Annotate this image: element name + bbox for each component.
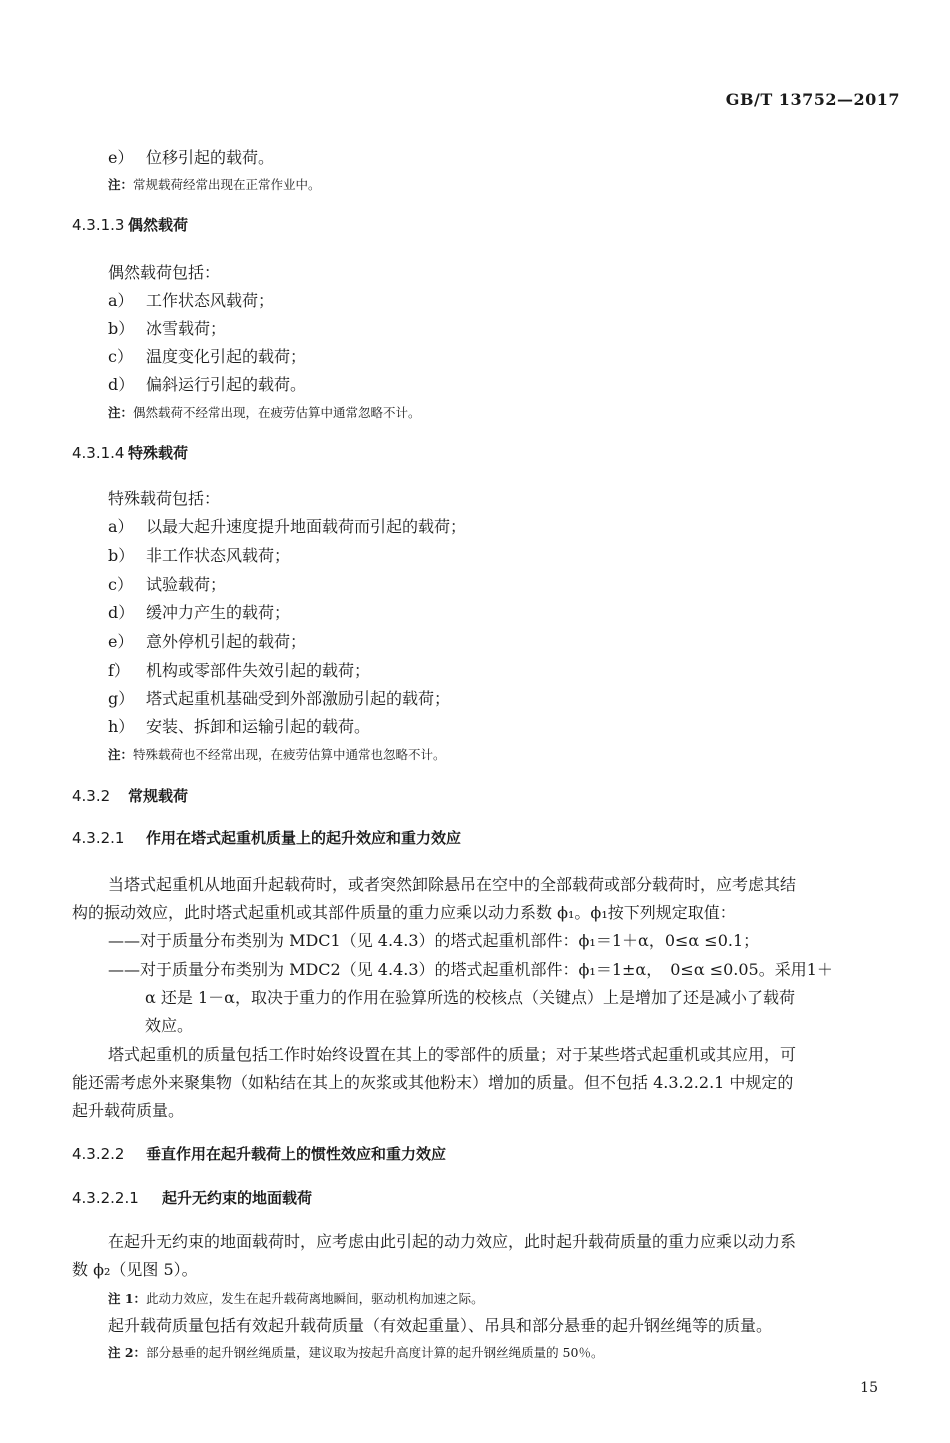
item-text: 以最大起升速度提升地面载荷而引起的载荷；: [146, 517, 467, 536]
note-prefix: 注 2：: [108, 1345, 147, 1360]
paragraph-line: 在起升无约束的地面载荷时，应考虑由此引起的动力效应，此时起升载荷质量的重力应乘以动力系: [108, 1232, 797, 1251]
list-item: [108, 658, 370, 681]
list-item: [108, 686, 450, 709]
item-label: h）: [108, 717, 135, 736]
section-number: 4.3.2.2: [72, 1145, 125, 1163]
note-text: 此动力效应，发生在起升载荷离地瞬间，驱动机构加速之际。: [146, 1291, 484, 1306]
section-title: 垂直作用在起升载荷上的惯性效应和重力效应: [146, 1145, 447, 1163]
item-text: 意外停机引起的载荷；: [146, 632, 307, 651]
list-item: [108, 372, 306, 395]
intro-text: 偶然载荷包括：: [108, 263, 221, 282]
section-heading-4321: [72, 827, 461, 848]
list-item: [108, 288, 274, 311]
note-prefix: 注：: [108, 177, 134, 192]
section-title: 偶然载荷: [128, 216, 189, 234]
list-item: [108, 145, 274, 168]
dash-item-cont: α 还是 1－α，取决于重力的作用在验算所选的校核点（关键点）上是增加了还是减小了载荷: [145, 988, 795, 1007]
item-label: e）: [108, 148, 134, 167]
note-prefix: 注：: [108, 405, 134, 420]
paragraph-line: 塔式起重机的质量包括工作时始终设置在其上的零部件的质量；对于某些塔式起重机或其应用，可: [108, 1045, 797, 1064]
section-title: 特殊载荷: [128, 444, 189, 462]
item-label: c）: [108, 347, 133, 366]
standard-code: GB/T 13752—2017: [725, 90, 900, 109]
section-number: 4.3.1.4: [72, 444, 125, 462]
item-label: a）: [108, 517, 134, 536]
note-text: 常规载荷经常出现在正常作业中。: [133, 177, 321, 192]
page-number: 15: [860, 1380, 878, 1396]
section-number: 4.3.2.1: [72, 829, 125, 847]
note-prefix: 注 1：: [108, 1291, 147, 1306]
section-heading-43221: [72, 1187, 312, 1208]
item-label: b）: [108, 546, 135, 565]
dash-item: ——对于质量分布类别为 MDC2（见 4.4.3）的塔式起重机部件：ϕ₁＝1±α， 0≤α ≤0.05。采用1＋: [108, 960, 833, 979]
list-item: [108, 316, 226, 339]
section-title: 常规载荷: [128, 787, 189, 805]
item-label: e）: [108, 632, 134, 651]
list-item: [108, 629, 306, 652]
section-number: 4.3.2: [72, 787, 111, 805]
item-text: 缓冲力产生的载荷；: [146, 603, 291, 622]
section-number: 4.3.2.2.1: [72, 1189, 139, 1207]
item-text: 温度变化引起的载荷；: [146, 347, 307, 366]
item-label: a）: [108, 291, 134, 310]
dash-item-cont: 效应。: [145, 1016, 194, 1035]
note-text: 部分悬垂的起升钢丝绳质量，建议取为按起升高度计算的起升钢丝绳质量的 50％。: [146, 1345, 604, 1360]
list-item: [108, 344, 306, 367]
list-item: [108, 514, 466, 537]
list-item: [108, 714, 370, 737]
item-text: 偏斜运行引起的载荷。: [146, 375, 307, 394]
section-heading-432: [72, 785, 188, 806]
intro-text: 特殊载荷包括：: [108, 489, 221, 508]
item-label: g）: [108, 689, 135, 708]
item-text: 冰雪载荷；: [146, 319, 227, 338]
item-label: d）: [108, 375, 135, 394]
note: [108, 745, 446, 763]
dash-item: ——对于质量分布类别为 MDC1（见 4.4.3）的塔式起重机部件：ϕ₁＝1＋α，0≤α ≤0.1；: [108, 931, 760, 950]
section-title: 作用在塔式起重机质量上的起升效应和重力效应: [146, 829, 462, 847]
note: [108, 175, 321, 193]
note: [108, 403, 421, 421]
item-text: 塔式起重机基础受到外部激励引起的载荷；: [146, 689, 451, 708]
item-text: 安装、拆卸和运输引起的载荷。: [146, 717, 371, 736]
list-item: [108, 543, 290, 566]
list-item: [108, 572, 226, 595]
paragraph-line: 数 ϕ₂（见图 5）。: [72, 1260, 198, 1279]
section-title: 起升无约束的地面载荷: [162, 1189, 313, 1207]
paragraph-line: 当塔式起重机从地面升起载荷时，或者突然卸除悬吊在空中的全部载荷或部分载荷时，应考虑其结: [108, 875, 797, 894]
note-text: 特殊载荷也不经常出现，在疲劳估算中通常也忽略不计。: [133, 747, 446, 762]
item-text: 位移引起的载荷。: [146, 148, 275, 167]
paragraph-line: 能还需考虑外来聚集物（如粘结在其上的灰浆或其他粉末）增加的质量。但不包括 4.3.2.2.1 中规定的: [72, 1073, 794, 1092]
note-text: 偶然载荷不经常出现，在疲劳估算中通常忽略不计。: [133, 405, 421, 420]
list-item: [108, 600, 290, 623]
item-label: c）: [108, 575, 133, 594]
section-heading-4322: [72, 1143, 446, 1164]
item-label: f）: [108, 661, 130, 680]
item-text: 机构或零部件失效引起的载荷；: [146, 661, 371, 680]
paragraph-line: 构的振动效应，此时塔式起重机或其部件质量的重力应乘以动力系数 ϕ₁。ϕ₁按下列规定取值：: [72, 903, 736, 922]
note: [108, 1343, 603, 1361]
paragraph-line: 起升载荷质量。: [72, 1101, 185, 1120]
note: [108, 1289, 484, 1307]
item-label: d）: [108, 603, 135, 622]
item-text: 试验载荷；: [146, 575, 227, 594]
paragraph-line: 起升载荷质量包括有效起升载荷质量（有效起重量）、吊具和部分悬垂的起升钢丝绳等的质量。: [108, 1316, 773, 1335]
note-prefix: 注：: [108, 747, 134, 762]
section-heading-4314: [72, 442, 188, 463]
item-label: b）: [108, 319, 135, 338]
item-text: 非工作状态风载荷；: [146, 546, 291, 565]
section-heading-4313: [72, 214, 188, 235]
item-text: 工作状态风载荷；: [146, 291, 275, 310]
section-number: 4.3.1.3: [72, 216, 125, 234]
